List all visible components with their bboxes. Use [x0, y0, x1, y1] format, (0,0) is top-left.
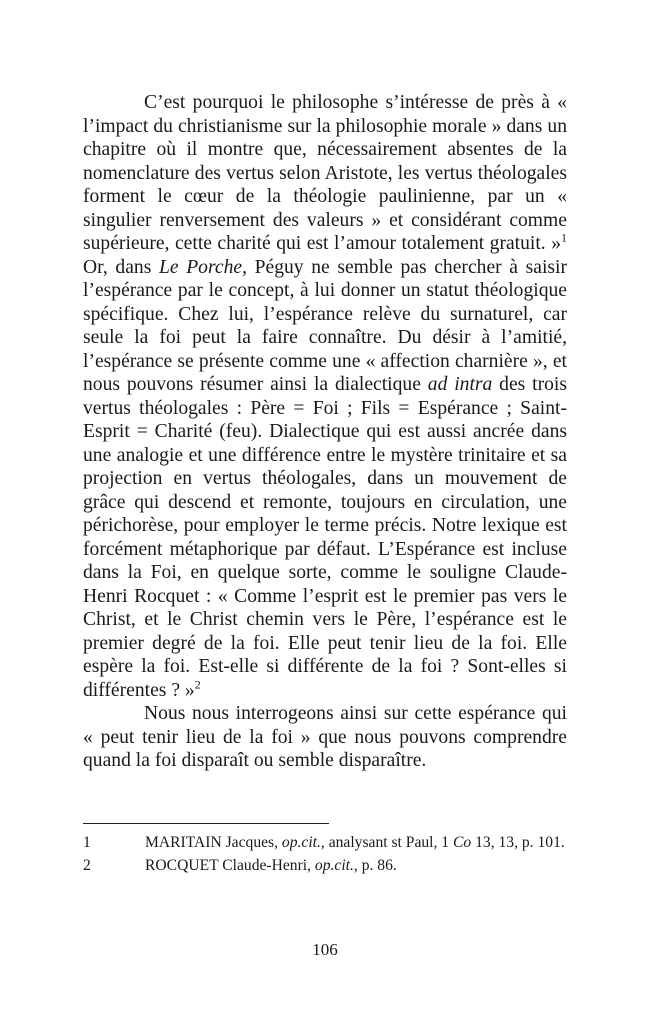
footnote-italic: Co	[453, 834, 472, 851]
footnote-text: , analysant st Paul, 1	[320, 834, 453, 851]
footnote-text: ROCQUET Claude-Henri,	[145, 857, 315, 874]
footnote-number: 2	[83, 857, 91, 874]
paragraph-text: des trois vertus théologales : Père = Foi ; Fils = Espérance ; Saint-Esprit = Charité (feu). Dialectique qui est aussi ancrée dans une analogie et une différence entre le mystère trinitaire et sa projection en vertus théologales, dans un mouvement de grâce qui descend et remonte, toujours en circulation, une périchorèse, pour employer le terme précis. Notre lexique est forcément métaphorique par défaut. L’Espérance est incluse dans la Foi, en quelque sorte, comme le souligne Claude-Henri Rocquet : « Comme l’esprit est le premier pas vers le Christ, et le Christ chemin vers le Père, l’espérance est le premier degré de la foi. Elle peut tenir lieu de la foi. Elle espère la foi. Est-elle si différente de la foi ? Sont-elles si différentes ? »	[83, 374, 567, 701]
footnote-number: 1	[83, 834, 91, 851]
body-paragraph	[83, 702, 567, 773]
paragraph-text: , Péguy ne semble pas chercher à saisir l’espérance par le concept, à lui donner un statut théologique spécifique. Chez lui, l’espérance relève du surnaturel, car seule la foi peut la faire connaître. Du désir à l’amitié, l’espérance se présente comme une « affection charnière », et nous pouvons résumer ainsi la dialectique	[83, 256, 567, 395]
footnote-ref-1[interactable]: 1	[561, 230, 567, 245]
footnote-1	[83, 833, 567, 853]
footnote-separator	[83, 823, 329, 824]
paragraph-text: Or, dans	[83, 256, 159, 278]
footnote-text: MARITAIN Jacques,	[145, 834, 282, 851]
footnote-italic: op.cit.	[281, 834, 321, 851]
paragraph-text: C’est pourquoi le philosophe s’intéresse de près à « l’impact du christianisme sur la philosophie morale » dans un chapitre où il montre que, nécessairement absentes de la nomenclature des vertus selon Aristote, les vertus théologales forment le cœur de la théologie paulinienne, par un « singulier renversement des valeurs » et considérant comme supérieure, cette charité qui est l’amour totalement gratuit. »	[83, 92, 567, 254]
footnote-text: 13, 13, p. 101.	[471, 834, 565, 851]
footnote-italic: op.cit.	[314, 857, 354, 874]
footnote-ref-2[interactable]: 2	[194, 676, 201, 691]
footnote-2	[83, 856, 567, 876]
main-text	[83, 91, 567, 773]
page-number: 106	[312, 940, 338, 959]
italic-title: Le Porche	[158, 256, 243, 278]
paragraph-text: Nous nous interrogeons ainsi sur cette espérance qui « peut tenir lieu de la foi » que nous pouvons comprendre quand la foi disparaît ou semble disparaître.	[83, 703, 567, 771]
italic-phrase: ad intra	[427, 374, 493, 395]
body-paragraph	[83, 91, 567, 702]
footnotes	[83, 833, 567, 879]
footnote-text: , p. 86.	[353, 857, 397, 874]
